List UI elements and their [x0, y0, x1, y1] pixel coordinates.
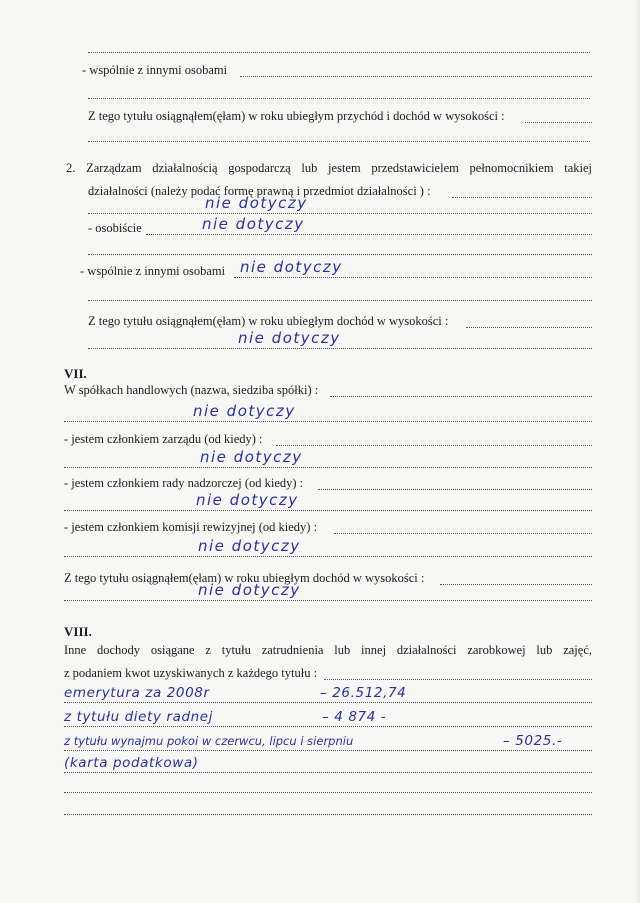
dotted-line [88, 98, 590, 99]
handwritten-answer: nie dotyczy [198, 537, 301, 555]
osobiscie-label: - osobiście [88, 221, 142, 235]
dotted-line [64, 750, 592, 751]
dotted-line [334, 533, 592, 534]
dotted-line [64, 556, 592, 557]
income-statement-label: Z tego tytułu osiągnąłem(ęłam) w roku ubiegłym dochód w wysokości : [88, 314, 449, 328]
dotted-line [88, 52, 590, 53]
dotted-line [240, 76, 592, 77]
item2-text-line1: 2. Zarządzam działalnością gospodarczą lub jestem przedstawicielem pełnomocnikiem takiej [66, 161, 592, 175]
dotted-line [276, 445, 592, 446]
wspolnie2-label: - wspólnie z innymi osobami [80, 264, 226, 278]
handwritten-answer: nie dotyczy [205, 194, 308, 212]
zarzad-label: - jestem członkiem zarządu (od kiedy) : [64, 432, 263, 446]
dotted-line [318, 489, 592, 490]
dotted-line [525, 122, 592, 123]
handwritten-answer: nie dotyczy [196, 491, 299, 509]
dotted-line [64, 792, 592, 793]
handwritten-answer: nie dotyczy [193, 402, 296, 420]
handwritten-answer: nie dotyczy [202, 215, 305, 233]
rada-label: - jestem członkiem rady nadzorczej (od kiedy) : [64, 476, 304, 490]
income-statement-label: Z tego tytułu osiągnąłem(ęłam) w roku ubiegłym przychód i dochód w wysokości : [88, 109, 505, 123]
income-entry-amount: – 4 874 - [322, 709, 387, 725]
item2-text-line2: działalności (należy podać formę prawną i przedmiot działalności ) : [88, 184, 431, 198]
komisja-label: - jestem członkiem komisji rewizyjnej (od kiedy) : [64, 520, 318, 534]
dotted-line [64, 702, 592, 703]
dotted-line [64, 814, 592, 815]
dotted-line [88, 300, 592, 301]
dotted-line [64, 421, 592, 422]
dotted-line [330, 396, 592, 397]
other-income-intro-line2: z podaniem kwot uzyskiwanych z każdego tytułu : [64, 666, 318, 680]
section-heading: VIII. [64, 624, 92, 639]
income-entry-amount: – 26.512,74 [320, 685, 407, 701]
dotted-line [88, 254, 592, 255]
dotted-line [440, 584, 592, 585]
dotted-line [64, 510, 592, 511]
dotted-line [466, 327, 592, 328]
dotted-line [88, 348, 592, 349]
dotted-line [64, 772, 592, 773]
dotted-line [146, 234, 592, 235]
dotted-line [88, 213, 592, 214]
dotted-line [234, 277, 592, 278]
dotted-line [324, 679, 592, 680]
dotted-line [64, 600, 592, 601]
income-entry-amount: – 5025.- [503, 733, 563, 749]
income-entry-text: z tytułu wynajmu pokoi w czerwcu, lipcu i sierpniu [64, 734, 354, 748]
wspolnie-label: - wspólnie z innymi osobami [82, 63, 228, 77]
handwritten-answer: nie dotyczy [200, 448, 303, 466]
scan-edge-shadow [634, 0, 640, 903]
section-heading: VII. [64, 366, 87, 381]
handwritten-answer: nie dotyczy [240, 258, 343, 276]
handwritten-answer: nie dotyczy [238, 329, 341, 347]
dotted-line [64, 726, 592, 727]
dotted-line [88, 141, 590, 142]
dotted-line [64, 467, 592, 468]
income-entry-text: z tytułu diety radnej [64, 709, 214, 725]
income-entry-text: emerytura za 2008r [64, 685, 210, 701]
income-entry-text: (karta podatkowa) [64, 755, 199, 771]
handwritten-answer: nie dotyczy [198, 581, 301, 599]
dotted-line [452, 197, 592, 198]
other-income-intro-line1: Inne dochody osiągane z tytułu zatrudnienia lub innej działalności zarobkowej lub zajęć, [64, 643, 592, 657]
spolki-label: W spółkach handlowych (nazwa, siedziba spółki) : [64, 383, 319, 397]
income-statement-label: Z tego tytułu osiągnąłem(ęłam) w roku ubiegłym dochód w wysokości : [64, 571, 425, 585]
